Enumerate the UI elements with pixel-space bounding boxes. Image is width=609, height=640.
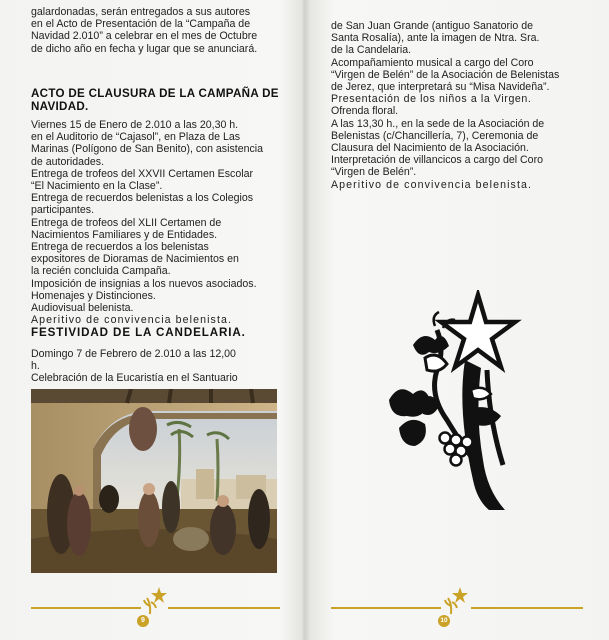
text-line: Viernes 15 de Enero de 2.010 a las 20,30 h. [31,119,239,131]
section-body-clausura [31,119,281,326]
heading-line: NAVIDAD. [31,100,89,113]
text-line: Interpretación de villancicos a cargo del Coro [331,154,543,167]
text-line: Homenajes y Distinciones. [31,289,156,302]
text-line: expositores de Dioramas de Nacimientos en [31,253,239,266]
text-line: Marinas (Polígono de San Benito), con asistencia [31,143,264,156]
footer-rule-right [168,607,280,609]
text-line: Ofrenda floral. [331,105,399,118]
text-line: galardonadas, serán entregados a sus autores [31,6,251,18]
text-line: en el Auditorio de “Cajasol”, en Plaza de Las [31,131,241,144]
text-line: Domingo 7 de Febrero de 2.010 a las 12,00 [31,348,236,360]
left-page [0,0,304,640]
text-line: de autoridades. [31,155,105,168]
right-page-body [331,20,583,191]
text-line: Aperitivo de convivencia belenista. [31,314,233,327]
text-line: en el Acto de Presentación de la “Campaña de [31,18,251,31]
text-line: Santa Rosalía), ante la imagen de Ntra. Sra. [331,32,540,45]
text-line: Entrega de trofeos del XLII Certamen de [31,216,222,229]
text-line: Belenistas (c/Chancillería, 7), Ceremonia de [331,129,539,142]
footer-rule-left [31,607,141,609]
section-heading-clausura [31,87,281,113]
gold-star-emblem-icon [141,586,169,616]
text-line: de dicho año en fecha y lugar que se anunciará. [31,42,258,55]
text-line: Entrega de recuerdos a los belenistas [31,241,209,254]
text-line: Aperitivo de convivencia belenista. [331,178,533,191]
text-line: de Jerez, que interpretará su “Misa Navideña”. [331,81,550,94]
heading-line: ACTO DE CLAUSURA DE LA CAMPAÑA DE [31,87,279,100]
text-line: Imposición de insignias a los nuevos asociados. [31,277,257,290]
section-heading-candelaria: FESTIVIDAD DE LA CANDELARIA. [31,326,246,339]
text-line: h. [31,360,40,373]
gold-star-emblem-icon [442,586,470,616]
text-line: de la Candelaria. [331,44,412,57]
page-number-left: 9 [137,615,149,627]
text-line: Entrega de trofeos del XXVII Certamen Escolar [31,167,253,180]
section-body-candelaria [31,348,281,385]
footer-rule-left [331,607,441,609]
text-line: A las 13,30 h., en la sede de la Asociación de [331,117,545,130]
text-line: “El Nacimiento en la Clase”. [31,180,163,193]
right-page [305,0,609,640]
intro-paragraph [31,6,279,55]
text-line: participantes. [31,204,95,217]
nativity-diorama-photo [31,389,277,573]
footer-rule-right [471,607,583,609]
text-line: Nacimientos Familiares y de Entidades. [31,228,218,241]
page-number-right: 10 [438,615,450,627]
text-line: Acompañamiento musical a cargo del Coro [331,56,534,69]
text-line: la recién concluida Campaña. [31,265,171,278]
text-line: “Virgen de Belén”. [331,166,417,179]
star-vine-illustration-icon [377,290,527,515]
diorama-illustration [31,389,277,573]
text-line: Celebración de la Eucaristía en el Santuario [31,372,238,385]
text-line: Clausura del Nacimiento de la Asociación. [331,142,529,155]
text-line: “Virgen de Belén” de la Asociación de Belenistas [331,68,560,81]
text-line: Navidad 2.010” a celebrar en el mes de Octubre [31,30,258,43]
text-line: Audiovisual belenista. [31,302,134,315]
text-line: de San Juan Grande (antiguo Sanatorio de [331,20,534,32]
text-line: Presentación de los niños a la Virgen. [331,93,532,106]
text-line: Entrega de recuerdos belenistas a los Colegios [31,192,254,205]
